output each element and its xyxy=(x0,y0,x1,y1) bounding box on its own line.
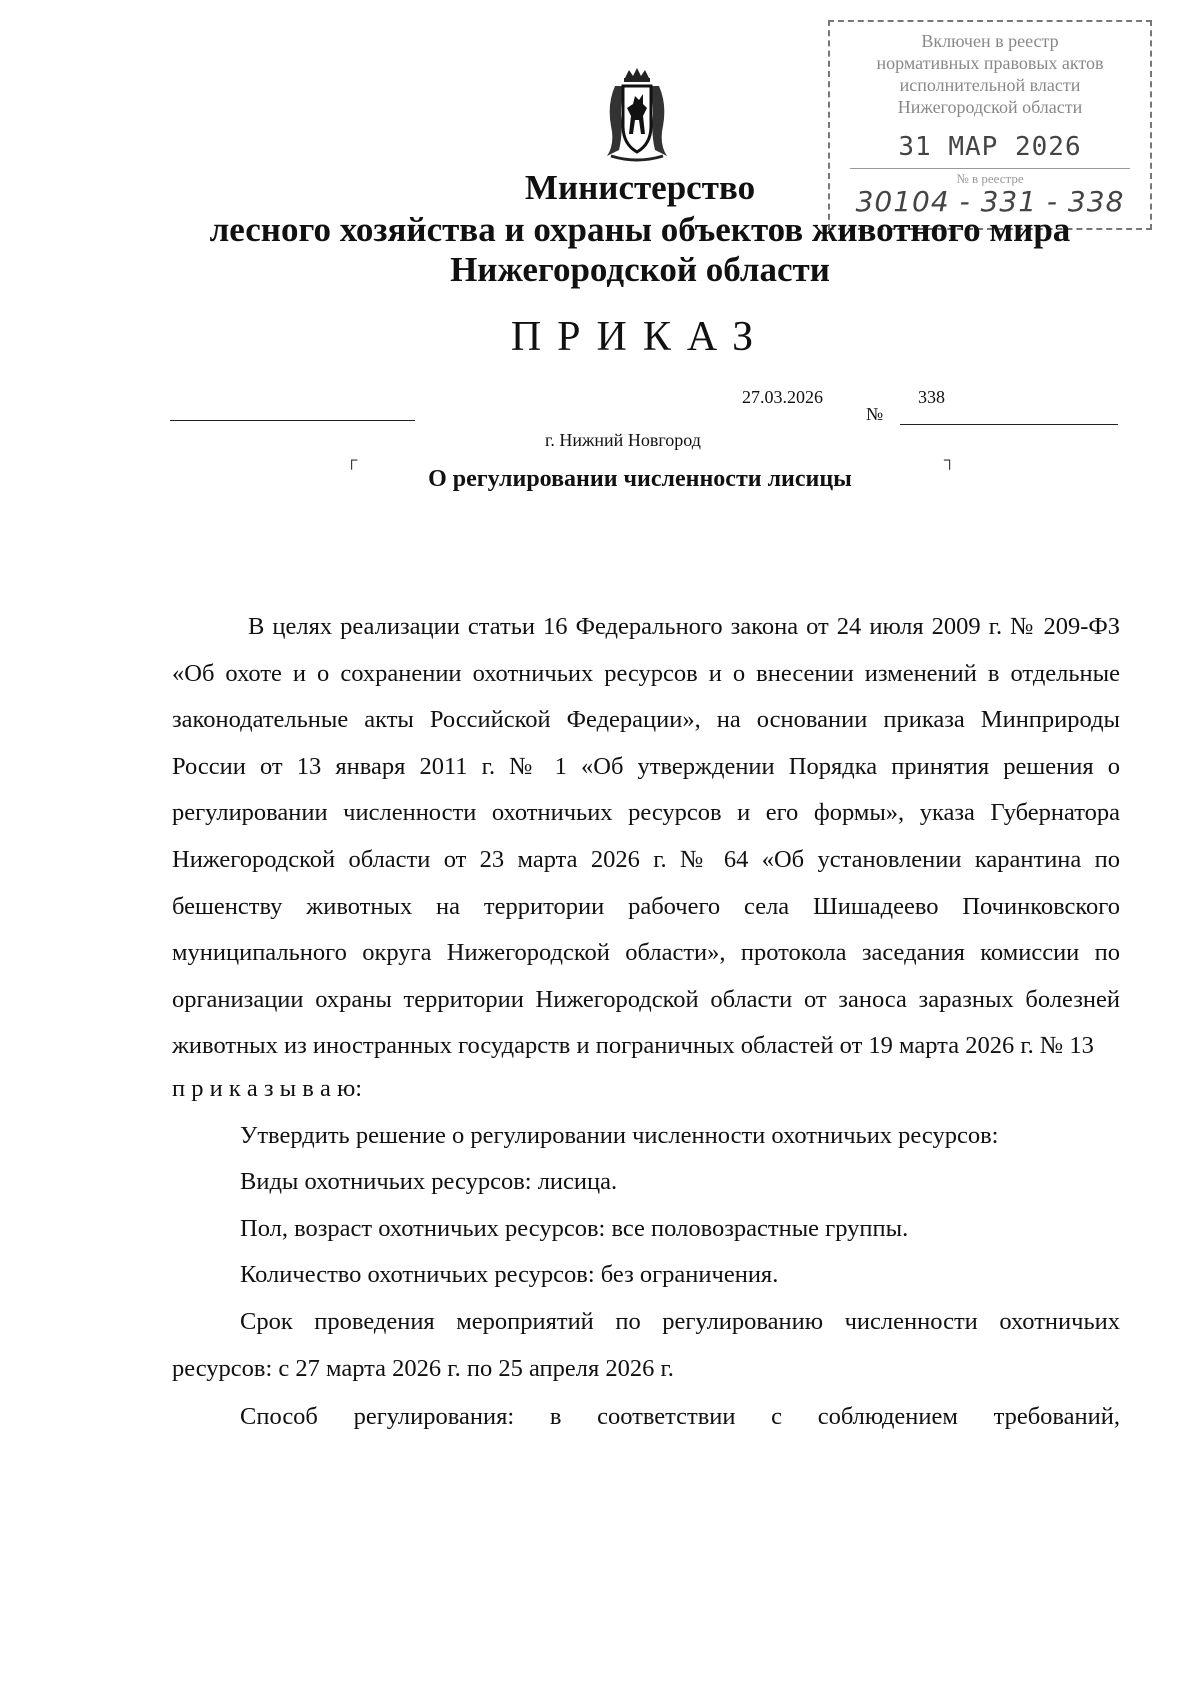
order-item: Пол, возраст охотничьих ресурсов: все половозрастные группы. xyxy=(240,1214,909,1242)
city-name: г. Нижний Новгород xyxy=(545,430,701,450)
order-item: Количество охотничьих ресурсов: без ограничения. xyxy=(240,1261,779,1289)
document-type-title: ПРИКАЗ xyxy=(510,314,770,360)
stamp-line: нормативных правовых актов xyxy=(876,53,1104,73)
stamp-date: 31 МАР 2026 xyxy=(898,132,1082,162)
order-word: п р и к а з ы в а ю: xyxy=(172,1074,363,1102)
stamp-text xyxy=(830,30,1150,118)
number-sign: № xyxy=(866,404,884,424)
stamp-registry-number: 30104 - 331 - 338 xyxy=(855,185,1125,218)
preamble-paragraph: В целях реализации статьи 16 Федерального закона от 24 июля 2009 г. № 209-ФЗ «Об охоте и о сохранении охотничьих ресурсов и о внесении изменений в отдельные законодательные акты Российской Федерации», на основании приказа Минприроды России от 13 января 2011 г. № 1 «Об утверждении Порядка принятия решения о регулировании численности охотничьих ресурсов и его формы», указа Губернатора Нижегородской области от 23 марта 2026 г. № 64 «Об установлении карантина по бешенству животных на территории рабочего села Шишадеево Починковского муниципального округа Нижегородской области», протокола заседания комиссии по организации охраны территории Нижегородской области от заноса заразных болезней животных из иностранных государств и пограничных областей от 19 марта 2026 г. № 13 xyxy=(172,613,1120,1060)
number-underline xyxy=(900,424,1118,425)
ministry-name-line1: Министерство xyxy=(524,168,756,207)
order-date: 27.03.2026 xyxy=(742,387,823,407)
stamp-line: Включен в реестр xyxy=(921,31,1059,51)
term-paragraph: Срок проведения мероприятий по регулированию численности охотничьих ресурсов: с 27 марта 2026 г. по 25 апреля 2026 г. xyxy=(172,1307,1120,1382)
corner-bracket-left: ┌ xyxy=(346,452,358,469)
order-number: 338 xyxy=(918,387,945,407)
method-paragraph: Способ регулирования: в соответствии с соблюдением требований, xyxy=(240,1403,1120,1431)
stamp-line: Нижегородской области xyxy=(897,97,1083,117)
date-underline xyxy=(170,420,415,421)
order-body xyxy=(172,604,1120,1441)
order-item: Утвердить решение о регулировании численности охотничьих ресурсов: xyxy=(240,1121,999,1149)
stamp-line: исполнительной власти xyxy=(899,75,1081,95)
corner-bracket-right: ┐ xyxy=(944,452,956,469)
stamp-registry-label: № в реестре xyxy=(956,171,1024,186)
ministry-name-line3: Нижегородской области xyxy=(450,250,830,289)
coat-of-arms-emblem xyxy=(597,64,677,164)
order-item: Виды охотничьих ресурсов: лисица. xyxy=(240,1168,618,1196)
ministry-name-line2: лесного хозяйства и охраны объектов животного мира xyxy=(209,210,1071,249)
order-subject: О регулировании численности лисицы xyxy=(428,466,852,492)
